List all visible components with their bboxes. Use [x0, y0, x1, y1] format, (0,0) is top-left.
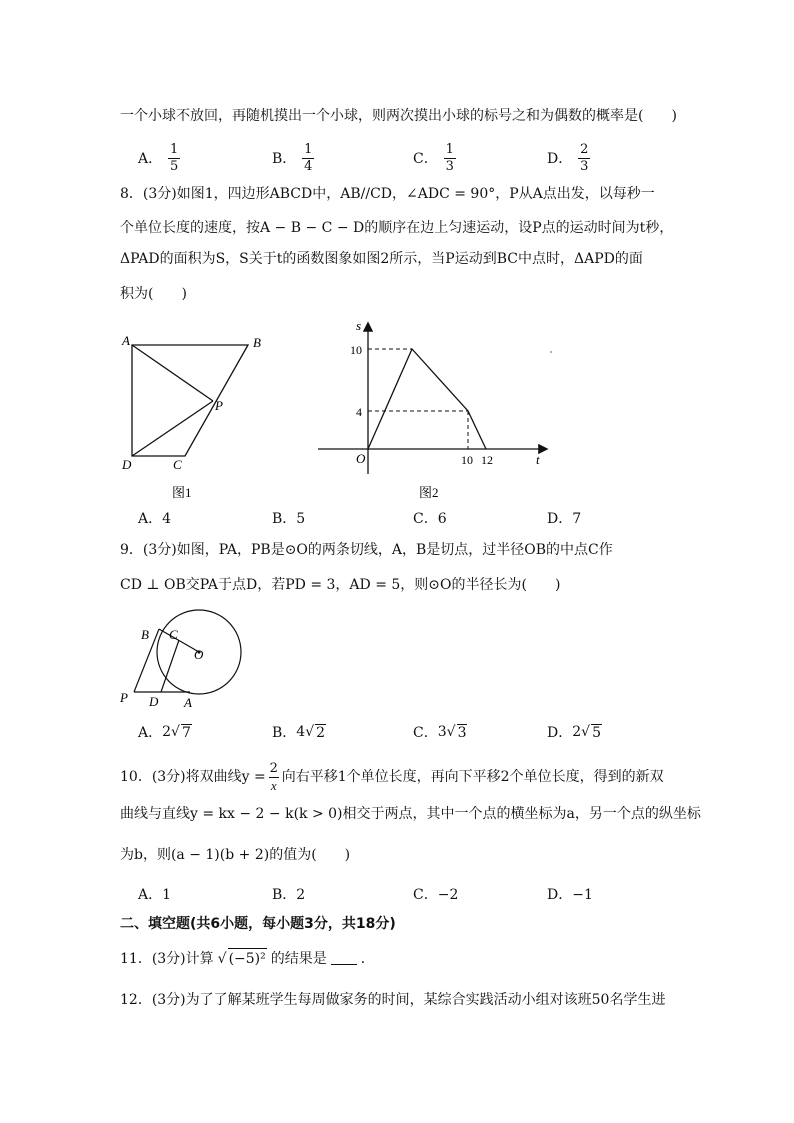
q11-radicand: (−5)²: [228, 948, 267, 969]
segment-cd: [161, 640, 179, 692]
q7-stem-end: 一个小球不放回，再随机摸出一个小球，则两次摸出小球的标号之和为偶数的概率是( ): [120, 108, 677, 124]
segment-ap: [132, 345, 213, 401]
q8-figure-1: [118, 328, 278, 506]
label-d: D: [149, 694, 159, 709]
q8-option-d[interactable]: D．7: [547, 511, 582, 527]
q9-line-1: 9．(3分)如图，PA，PB是⊙O的两条切线，A，B是切点，过半径OB的中点C作: [120, 542, 613, 558]
label-a: A: [184, 695, 192, 710]
q9-option-a[interactable]: A． 2 √ 7: [138, 724, 191, 741]
q12-line-1: 12．(3分)为了了解某班学生每周做家务的时间，某综合实践活动小组对该班50名学生进: [120, 992, 666, 1008]
q8-line-3: ΔPAD的面积为S，S关于t的函数图象如图2所示，当P运动到BC中点时，ΔAPD的面: [120, 251, 643, 267]
fraction: $\frac{1}{4}$: [304, 141, 313, 174]
label-c: C: [169, 627, 178, 642]
label-o: O: [194, 647, 204, 662]
origin-label: O: [356, 451, 366, 466]
stray-dot: [550, 351, 552, 353]
label-p: P: [215, 398, 223, 413]
q7-option-a[interactable]: A． $\frac{1}{5}$: [138, 141, 179, 174]
q8-line-1: 8．(3分)如图1，四边形ABCD中，AB//CD，∠ADC = 90°，P从A点出发，以每秒一: [120, 186, 655, 202]
q8-option-a[interactable]: A．4: [138, 511, 172, 527]
q7-option-d[interactable]: D． $\frac{2}{3}$: [547, 141, 589, 174]
label-p: P: [120, 690, 128, 705]
q10-option-b[interactable]: B．2: [272, 887, 306, 903]
section-2-title: 二、填空题(共6小题，每小题3分，共18分): [120, 916, 396, 932]
q8-line-4: 积为( ): [120, 286, 187, 302]
label-a: A: [122, 333, 130, 348]
q10-options: [120, 874, 680, 914]
fraction: $\frac{2}{x}$: [269, 760, 278, 793]
q11-answer-blank[interactable]: [331, 952, 357, 965]
q9-figure: [116, 600, 246, 712]
q10-option-a[interactable]: A．1: [138, 887, 172, 903]
q9-option-c[interactable]: C． 3 √ 3: [413, 724, 467, 741]
q10-option-c[interactable]: C．−2: [413, 887, 459, 903]
fig1-caption: 图1: [172, 485, 192, 500]
q10-line-3: 为b，则(a − 1)(b + 2)的值为( ): [120, 847, 351, 863]
q10-option-d[interactable]: D．−1: [547, 887, 593, 903]
label-b: B: [141, 627, 149, 642]
y-tick-4: 4: [356, 405, 362, 419]
quadrilateral-abcd: [132, 345, 248, 456]
label-c: C: [173, 457, 182, 472]
q8-option-c[interactable]: C．6: [413, 511, 447, 527]
q7-options: [120, 138, 680, 178]
label-b: B: [253, 335, 261, 350]
q9-option-d[interactable]: D． 2 √ 5: [547, 724, 601, 741]
q8-figure-2: [316, 314, 556, 506]
fraction: $\frac{1}{5}$: [169, 141, 179, 174]
axis-label-t: t: [536, 452, 540, 467]
y-tick-10: 10: [350, 343, 362, 357]
q9-line-2: CD ⊥ OB交PA于点D，若PD = 3，AD = 5，则⊙O的半径长为( ): [120, 577, 561, 593]
x-tick-12: 12: [481, 453, 493, 467]
fraction: $\frac{1}{3}$: [445, 141, 454, 174]
q7-option-b[interactable]: B． $\frac{1}{4}$: [272, 141, 313, 174]
q10-line-2: 曲线与直线y = kx − 2 − k(k > 0)相交于两点，其中一个点的横坐标为a，另一个点的纵坐标: [120, 806, 701, 822]
label-d: D: [122, 457, 132, 472]
q8-line-2: 个单位长度的速度，按A − B − C − D的顺序在边上匀速运动，设P点的运动时间为t秒，: [120, 220, 674, 236]
fraction: $\frac{2}{3}$: [580, 141, 589, 174]
fig2-caption: 图2: [419, 485, 439, 500]
q8-option-b[interactable]: B．5: [272, 511, 306, 527]
axis-label-s: s: [356, 318, 362, 333]
q8-options: [120, 498, 680, 538]
q9-options: [120, 712, 680, 752]
q11-line: 11．(3分)计算 √ (−5)² 的结果是 ．: [120, 948, 375, 969]
q9-option-b[interactable]: B． 4 √ 2: [272, 724, 326, 741]
x-tick-10: 10: [461, 453, 473, 467]
q10-line-1: 10．(3分)将双曲线y = $\frac{2}{x}$ 向右平移1个单位长度，再向下平移2个单位长度，得到的新双: [120, 760, 664, 793]
q7-option-c[interactable]: C． $\frac{1}{3}$: [413, 141, 454, 174]
